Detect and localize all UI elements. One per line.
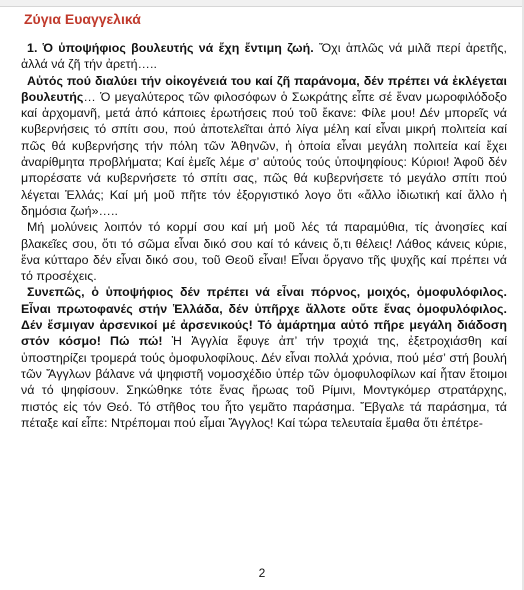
page-title: Ζύγια Ευαγγελικά (24, 11, 141, 27)
paragraph-2-text: … Ὁ μεγαλύτερος τῶν φιλοσόφων ὁ Σωκράτης εἶπε σέ ἕναν μωροφιλόδοξο καί ἀρχομανῆ, μετά ἀπό κάποιες ἐρωτήσεις πού τοῦ ἔκανε: Φίλε μου! Δέν μπορεῖς νά κυβερνήσεις τό σπίτι σου, πού ἀποτελεῖται ἀπό λίγα μέλη καί εἶναι μικρή πολιτεία καί πῶς θά κυβερνήσης τήν πόλη τῶν Ἀθηνῶν, ἡ ὁποία εἶναι μεγάλη πολιτεία καί ἔχει ἀναρίθμητα προβλήματα; Καί ἐμεῖς λέμε σ’ αὐτούς τούς ὑποψηφίους: Κύριοι! Ἀφοῦ δέν μπορέσατε νά κυβερνήσετε τό σπίτι σας, πῶς θά κυβερνήσετε τό μεγάλο σπίτι πού λέγεται Ἑλλάς; Καί μή μοῦ πῆτε τόν ἐξοργιστικό λογο ὅτι «ἄλλο ἰδιωτική καί ἄλλο ἡ δημόσια ζωή»….. (21, 89, 507, 218)
paragraph-2-bold: Αὐτός πού διαλύει τήν οἰκογένειά του καί ζῆ παράνομα, δέν πρέπει νά ἐκλέγεται βουλευτής (21, 73, 507, 104)
paragraph-3-text: Μή μολύνεις λοιπόν τό κορμί σου καί μή μοῦ λές τά παραμύθια, τίς ἀνοησίες καί βλακεῖες σου, ὅτι τό σῶμα εἶναι δικό σου καί τό κάνεις ὅ,τι θέλεις! Λάθος κάνεις κύριε, ἕνα κύτταρο δέν εἶναι δικό σου, τοῦ Θεοῦ εἶναι! Εἶναι ὄργανο τῆς ψυχῆς καί πρέπει νά τό προσέχεις. (21, 220, 507, 284)
page-number: 2 (258, 566, 266, 580)
paragraph-1 (21, 40, 507, 73)
window-top-edge (0, 0, 524, 7)
paragraph-4-bold: Συνεπῶς, ὁ ὑποψήφιος δέν πρέπει νά εἶναι πόρνος, μοιχός, ὁμοφυλόφιλος. Εἶναι πρωτοφανές στήν Ἑλλάδα, δέν ὑπῆρχε ἄλλοτε οὔτε ἕνας ὁμοφυλόφιλος. Δέν ἔσμιγαν ἀρσενικοί μέ ἀρσενικούς! Τό ἁμάρτημα αὐτό πῆρε μεγάλη διάδοση στόν κόσμο! Πώ πώ! (21, 285, 507, 349)
paragraph-4-text: Ἡ Ἀγγλία ἔφυγε ἀπ’ τήν τροχιά της, ἐξετροχιάσθη καί ὑποστηρίζει τρομερά τούς ὁμοφυλοφίλους. Δέν εἶναι πολλά χρόνια, πού μέσ’ στή βουλή τῶν Ἄγγλων βάλανε νά ψηφιστῆ νομοσχέδιο ὑπέρ τῶν ὁμοφυλοφίλων καί ἦταν ἕτοιμοι νά τό ψηφίσουν. Σηκώθηκε τότε ἕνας ἥρωας τοῦ Ρίμινι, Μοντγκόμερ στρατάρχης, πιστός εἰς τόν Θεό. Τό στῆθος του ἦτο γεμᾶτο παράσημα. Ἔβγαλε τά παράσημα, τά πέταξε καί εἶπε: Ντρέπομαι πού εἶμαι Ἄγγλος! Καί τώρα τελευταία ἔμαθα ὅτι ἐπέτρε- (21, 334, 507, 430)
paragraph-4 (21, 284, 507, 431)
paragraph-1-bold: 1. Ὁ ὑποψήφιος βουλευτής νά ἔχη ἔντιμη ζωή. (27, 41, 314, 55)
paragraph-1-text: Ὄχι ἁπλῶς νά μιλᾶ περί ἀρετῆς, ἀλλά νά ζῆ τήν ἀρετή….. (21, 41, 507, 72)
paragraph-3 (21, 219, 507, 284)
document-page (21, 11, 507, 431)
paragraph-2 (21, 73, 507, 220)
